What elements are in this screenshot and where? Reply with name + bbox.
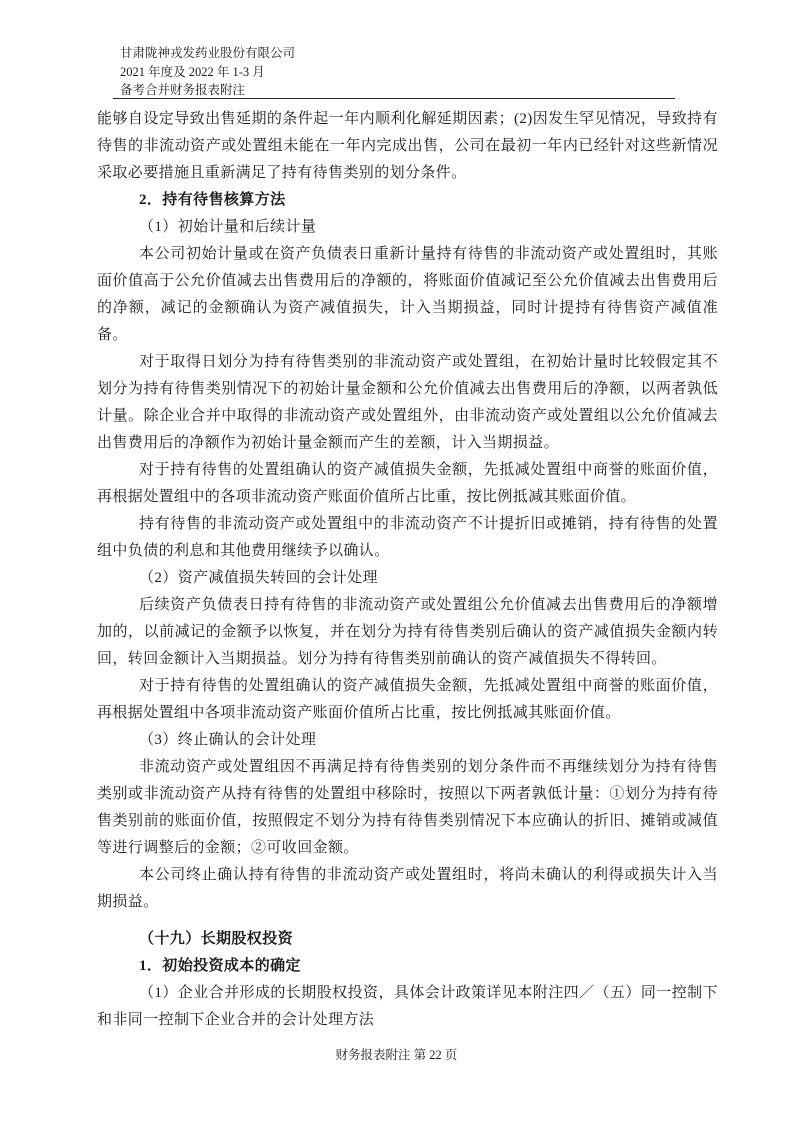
paragraph: 持有待售的非流动资产或处置组中的非流动资产不计提折旧或摊销，持有待售的处置组中负债的利息和其他费用继续予以确认。: [97, 516, 718, 559]
header-divider-rule: [113, 98, 675, 99]
paragraph: 本公司终止确认持有待售的非流动资产或处置组时，将尚未确认的利得或损失计入当期损益。: [97, 867, 718, 910]
paragraph: 非流动资产或处置组因不再满足持有待售类别的划分条件而不再继续划分为持有待售类别或非流动资产从持有待售的处置组中移除时，按照以下两者孰低计量：①划分为持有待售类别前的账面价值，按照假定不划分为持有待售类别情况下本应确认的折旧、摊销或减值等进行调整后的金额；②可收回金额。: [97, 759, 718, 856]
subitem-label-3: （3）终止确认的会计处理: [139, 732, 317, 748]
subitem-label-2: （2）资产减值损失转回的会计处理: [139, 570, 378, 586]
report-period: 2021 年度及 2022 年 1-3 月: [120, 64, 265, 79]
company-name: 甘肃陇神戎发药业股份有限公司: [120, 46, 296, 60]
paragraph: 本公司初始计量或在资产负债表日重新计量持有待售的非流动资产或处置组时，其账面价值高于公允价值减去出售费用后的净额的，将账面价值减记至公允价值减去出售费用后的净额，减记的金额确认为资产减值损失，计入当期损益，同时计提持有待售资产减值准备。: [97, 246, 718, 343]
subitem-label-1: （1）初始计量和后续计量: [139, 219, 317, 235]
footer-page-label: 财务报表附注 第 22 页: [335, 1048, 458, 1062]
paragraph: 对于取得日划分为持有待售类别的非流动资产或处置组，在初始计量时比较假定其不划分为持有待售类别情况下的初始计量金额和公允价值减去出售费用后的净额，以两者孰低计量。除企业合并中取得的非流动资产或处置组外，由非流动资产或处置组以公允价值减去出售费用后的净额作为初始计量金额而产生的差额，计入当期损益。: [97, 354, 718, 451]
document-body: [97, 106, 718, 1034]
section-heading-19: （十九）长期股权投资: [139, 931, 294, 947]
document-title: 备考合并财务报表附注: [120, 83, 246, 97]
page-footer: [0, 1042, 793, 1069]
numbered-heading-2: 2．持有待售核算方法: [139, 192, 286, 208]
paragraph: 对于持有待售的处置组确认的资产减值损失金额，先抵减处置组中商誉的账面价值，再根据处置组中各项非流动资产账面价值所占比重，按比例抵减其账面价值。: [97, 678, 718, 721]
paragraph-continued: 能够自设定导致出售延期的条件起一年内顺利化解延期因素；(2)因发生罕见情况，导致持有待售的非流动资产或处置组未能在一年内完成出售，公司在最初一年内已经针对这些新情况采取必要措施且重新满足了持有待售类别的划分条件。: [97, 111, 718, 181]
numbered-heading-1: 1．初始投资成本的确定: [139, 958, 301, 974]
paragraph: 后续资产负债表日持有待售的非流动资产或处置组公允价值减去出售费用后的净额增加的，以前减记的金额予以恢复，并在划分为持有待售类别后确认的资产减值损失金额内转回，转回金额计入当期损益。划分为持有待售类别前确认的资产减值损失不得转回。: [97, 597, 718, 667]
paragraph: （1）企业合并形成的长期股权投资，具体会计政策详见本附注四／（五）同一控制下和非同一控制下企业合并的会计处理方法: [97, 985, 718, 1028]
running-header: [120, 44, 295, 100]
paragraph: 对于持有待售的处置组确认的资产减值损失金额，先抵减处置组中商誉的账面价值，再根据处置组中的各项非流动资产账面价值所占比重，按比例抵减其账面价值。: [97, 462, 718, 505]
